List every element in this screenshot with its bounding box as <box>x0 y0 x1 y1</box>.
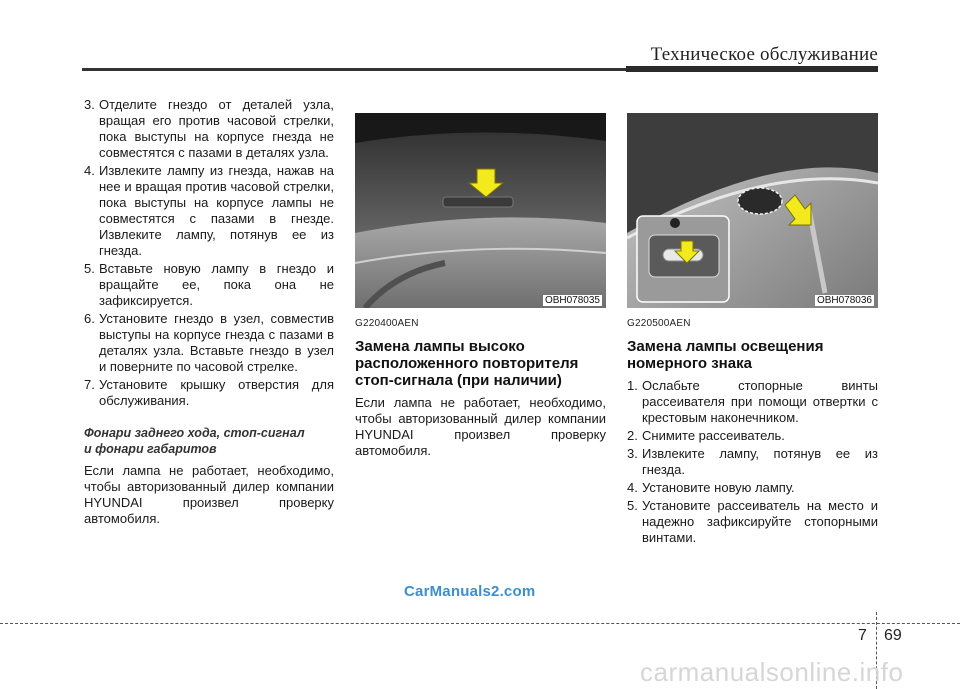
step-number: 4. <box>84 163 95 178</box>
license-plate-lamp-photo <box>627 113 878 308</box>
rear-window-photo <box>355 113 606 308</box>
step-text: Установите гнездо в узел, совместив выступы на корпусе гнезда с пазами в деталях узла. Вставьте гнездо в узел и поверните по часовой стрелке. <box>99 311 334 374</box>
section-code: G220400AEN <box>355 318 419 329</box>
list-item <box>84 97 334 161</box>
step-number: 6. <box>84 311 95 326</box>
image-caption: OBH078036 <box>816 295 872 306</box>
list-item <box>627 428 878 444</box>
step-number: 3. <box>84 97 95 112</box>
step-text: Ослабьте стопорные винты рассеивателя при помощи отвертки с крестовым наконечником. <box>642 378 878 425</box>
step-number: 7. <box>84 377 95 392</box>
step-number: 5. <box>84 261 95 276</box>
list-item <box>627 498 878 546</box>
page-header-title: Техническое обслуживание <box>650 44 878 65</box>
subsection-heading <box>84 425 334 457</box>
list-item <box>84 377 334 409</box>
step-number: 4. <box>627 480 638 495</box>
step-number: 5. <box>627 498 638 513</box>
footer-rule <box>0 623 960 624</box>
subsection-heading-line: и фонари габаритов <box>84 442 217 456</box>
right-column <box>627 316 878 548</box>
list-item <box>627 480 878 496</box>
section-heading: Замена лампы высоко расположенного повторителя стоп-сигнала (при наличии) <box>355 338 579 389</box>
list-item <box>84 311 334 375</box>
subsection-heading-line: Фонари заднего хода, стоп-сигнал <box>84 426 305 440</box>
step-number: 1. <box>627 378 638 393</box>
paragraph: Если лампа не работает, необходимо, чтобы авторизованный дилер компании HYUNDAI произвел проверку автомобиля. <box>355 395 606 458</box>
step-text: Отделите гнездо от деталей узла, вращая его против часовой стрелки, пока выступы на корпусе гнезда не совместятся с пазами в деталях узла. <box>99 97 334 160</box>
middle-column <box>355 316 606 459</box>
step-number: 3. <box>627 446 638 461</box>
section-code: G220500AEN <box>627 318 691 329</box>
section-heading: Замена лампы освещения номерного знака <box>627 338 824 372</box>
header-rule-accent <box>626 66 878 72</box>
step-text: Извлеките лампу из гнезда, нажав на нее и вращая против часовой стрелки, пока выступы на корпусе лампы не совместятся с пазами в гнезде. Извлеките лампу, потянув ее из гнезда. <box>99 163 334 258</box>
site-watermark: carmanualsonline.info <box>640 657 904 687</box>
page-section-number: 7 <box>858 627 867 644</box>
step-text: Снимите рассеиватель. <box>642 428 785 443</box>
watermark-link[interactable]: CarManuals2.com <box>404 583 536 600</box>
step-text: Установите новую лампу. <box>642 480 795 495</box>
list-item <box>627 446 878 478</box>
rear-window-illustration <box>355 113 606 308</box>
left-column <box>84 97 334 527</box>
step-text: Извлеките лампу, потянув ее из гнезда. <box>642 446 878 477</box>
paragraph: Если лампа не работает, необходимо, чтобы авторизованный дилер компании HYUNDAI произвел проверку автомобиля. <box>84 463 334 526</box>
step-number: 2. <box>627 428 638 443</box>
license-lamp-illustration <box>627 113 878 308</box>
list-item <box>627 378 878 426</box>
page-number: 69 <box>884 627 902 644</box>
list-item <box>84 163 334 259</box>
image-caption: OBH078035 <box>544 295 600 306</box>
list-item <box>84 261 334 309</box>
step-text: Установите рассеиватель на место и надежно зафиксируйте стопорными винтами. <box>642 498 878 545</box>
step-text: Вставьте новую лампу в гнездо и вращайте ее, пока она не зафиксируется. <box>99 261 334 308</box>
step-text: Установите крышку отверстия для обслуживания. <box>99 377 334 408</box>
